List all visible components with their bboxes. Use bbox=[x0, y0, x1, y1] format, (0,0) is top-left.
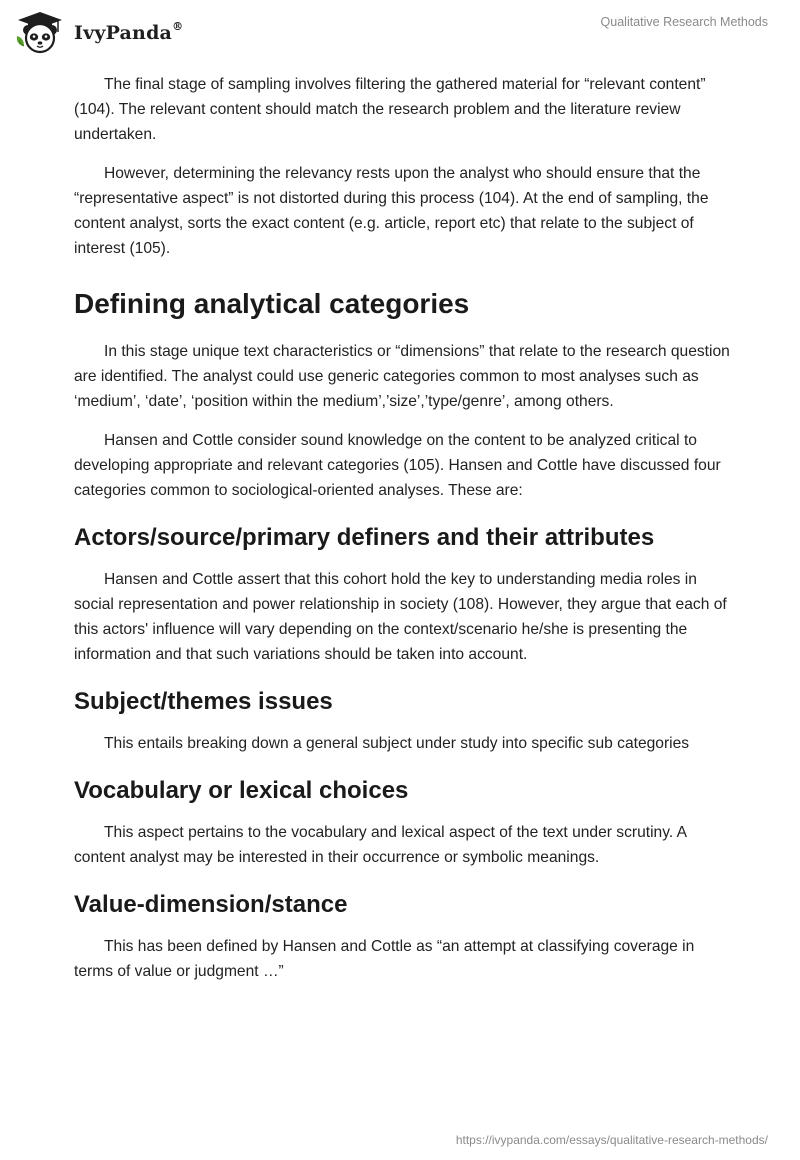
panda-graduation-cap-icon bbox=[14, 10, 66, 54]
paragraph-value-dimension: This has been defined by Hansen and Cottle as “an attempt at classifying coverage in terms of value or judgment …” bbox=[74, 938, 695, 980]
heading-vocabulary: Vocabulary or lexical choices bbox=[74, 777, 409, 804]
heading-value-dimension: Value-dimension/stance bbox=[74, 891, 348, 918]
paragraph-vocabulary: This aspect pertains to the vocabulary and lexical aspect of the text under scrutiny. A content analyst may be interested in their occurrence or symbolic meanings. bbox=[74, 824, 687, 866]
brand-name: IvyPanda® bbox=[74, 20, 184, 44]
source-url[interactable]: https://ivypanda.com/essays/qualitative-research-methods/ bbox=[455, 1133, 768, 1147]
page-header bbox=[0, 0, 800, 60]
document-title: Qualitative Research Methods bbox=[600, 15, 768, 29]
paragraph-final-stage: The final stage of sampling involves filtering the gathered material for “relevant content” (104). The relevant content should match the research problem and the literature review undertaken. bbox=[74, 76, 706, 143]
paragraph-text-characteristics: In this stage unique text characteristics or “dimensions” that relate to the research question are identified. The analyst could use generic categories common to most analyses such as ‘medium’, ‘date’, ‘position within the medium’,’size’,’type/genre’, among others. bbox=[74, 343, 730, 410]
essay-content bbox=[74, 72, 734, 998]
ivypanda-logo[interactable] bbox=[14, 10, 183, 54]
registered-mark: ® bbox=[172, 20, 184, 33]
paragraph-relevancy: However, determining the relevancy rests upon the analyst who should ensure that the “representative aspect” is not distorted during this process (104). At the end of sampling, the content analyst, sorts the exact content (e.g. article, report etc) that relate to the subject of interest (105). bbox=[74, 165, 709, 257]
heading-subject-themes: Subject/themes issues bbox=[74, 688, 333, 715]
paragraph-hansen-cottle-categories: Hansen and Cottle consider sound knowledge on the content to be analyzed critical to developing appropriate and relevant categories (105). Hansen and Cottle have discussed four categories common to sociological-oriented analyses. These are: bbox=[74, 432, 721, 499]
heading-defining-analytical-categories: Defining analytical categories bbox=[74, 288, 470, 319]
heading-actors: Actors/source/primary definers and their attributes bbox=[74, 524, 655, 551]
paragraph-actors: Hansen and Cottle assert that this cohort hold the key to understanding media roles in social representation and power relationship in society (108). However, they argue that each of this actors' influence will vary depending on the context/scenario he/she is presenting the information and that such variations should be taken into account. bbox=[74, 571, 727, 663]
paragraph-subject-themes: This entails breaking down a general subject under study into specific sub categories bbox=[104, 735, 690, 752]
